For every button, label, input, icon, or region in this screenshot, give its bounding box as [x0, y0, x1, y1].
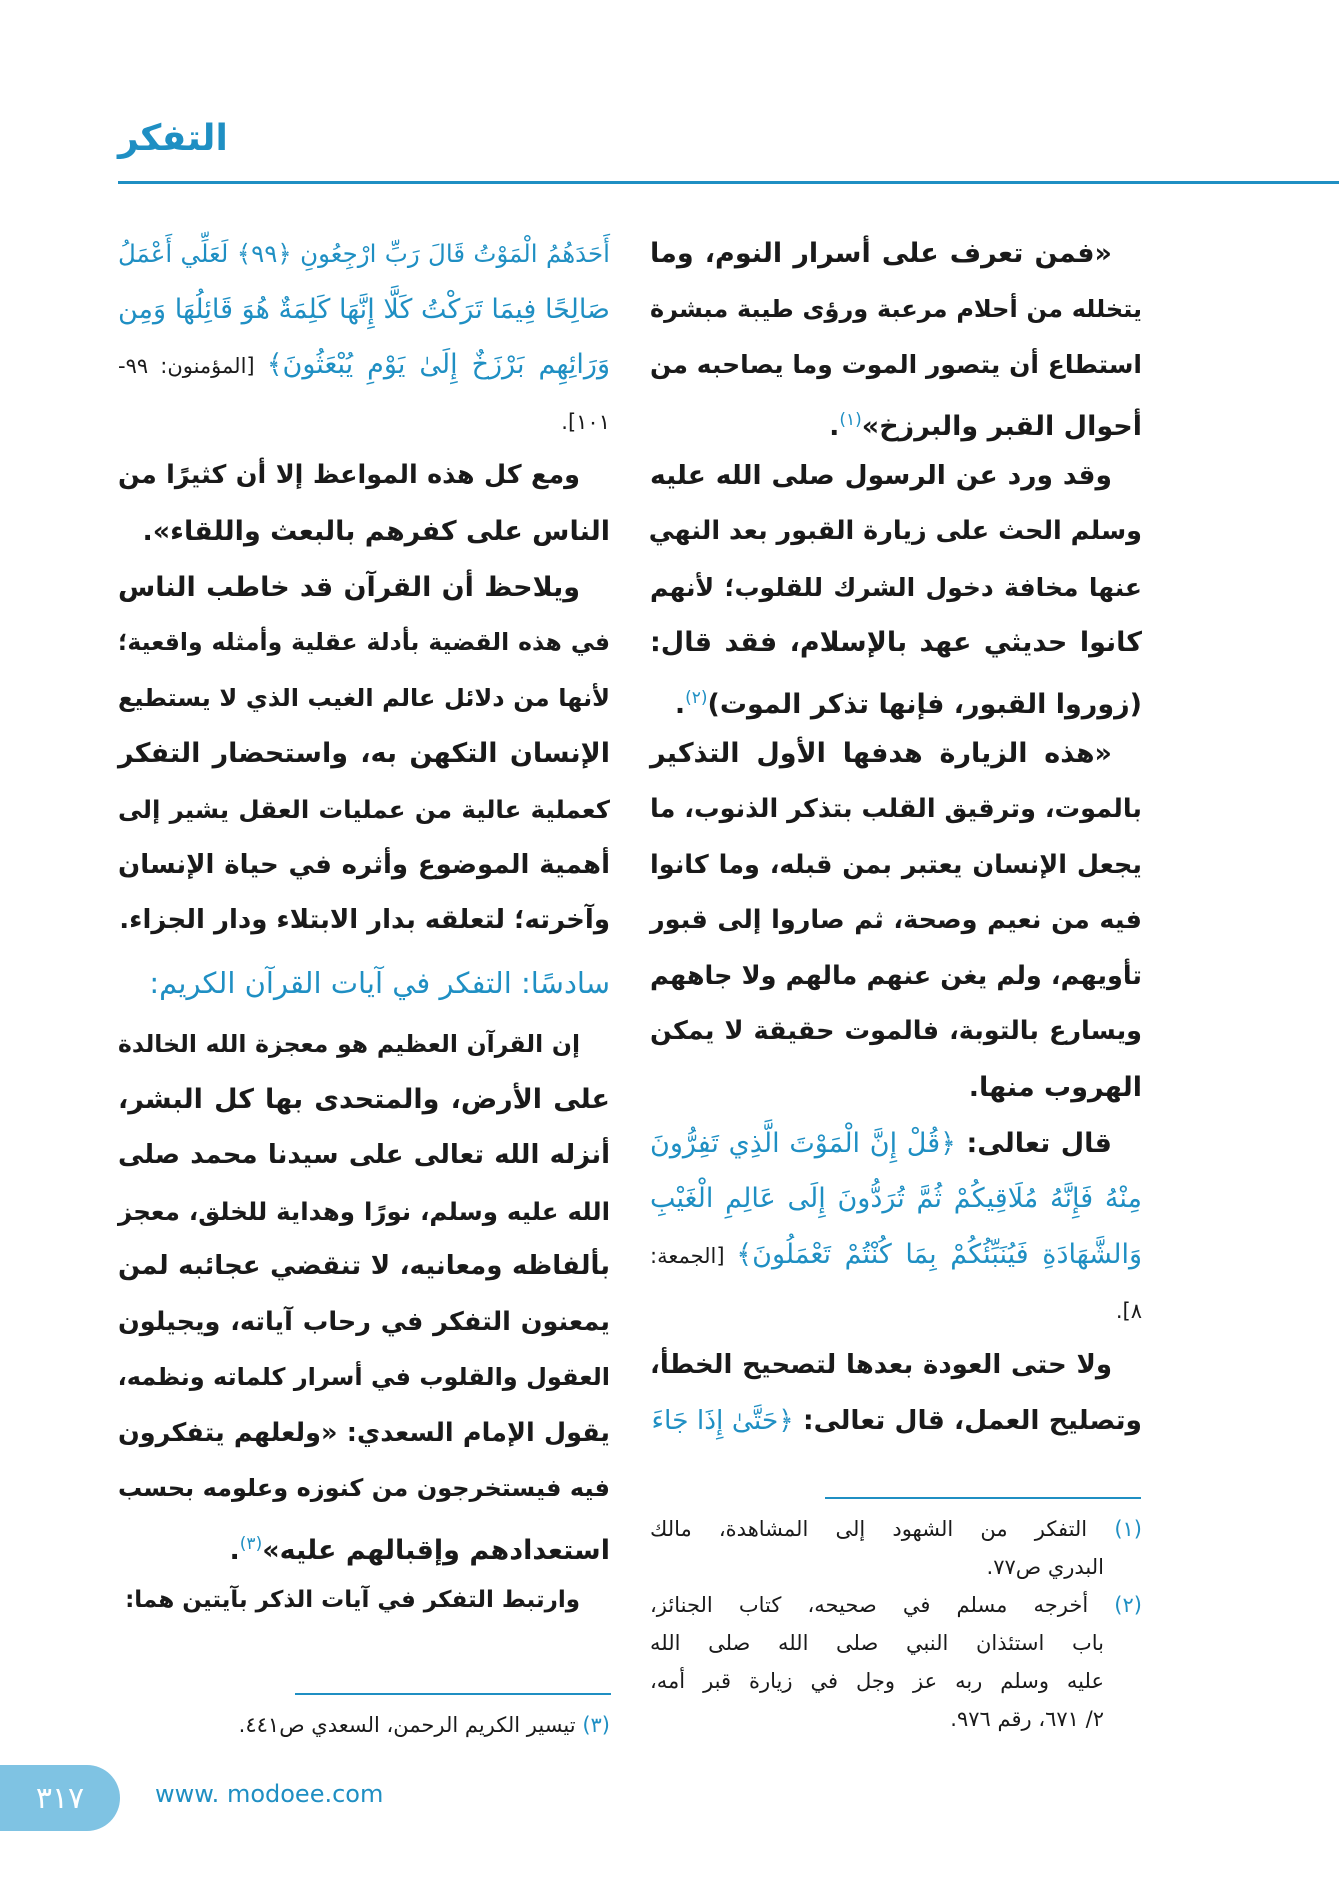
text-line — [650, 226, 1142, 282]
text-segment: وتصليح العمل، قال تعالى: — [793, 1405, 1142, 1437]
text-line — [118, 615, 610, 671]
text-segment: لأنها من دلائل عالم الغيب الذي لا يستطيع — [118, 683, 610, 712]
footnote-number: (١) — [1114, 1517, 1142, 1541]
text-line — [650, 893, 1142, 949]
text-segment: الإنسان التكهن به، واستحضار التفكر — [118, 738, 610, 770]
text-segment: الهروب منها. — [968, 1071, 1142, 1103]
text-segment: ويلاحظ أن القرآن قد خاطب الناس — [118, 571, 580, 603]
footnote-text: تيسير الكريم الرحمن، السعدي ص٤٤١. — [238, 1713, 576, 1737]
text-line — [118, 1573, 610, 1629]
text-segment: وارتبط التفكر في آيات الذكر بآيتين هما: — [125, 1586, 580, 1613]
chapter-title: التفكر — [118, 118, 228, 159]
quran-text: وَالشَّهَادَةِ فَيُنَبِّئُكُمْ بِمَا كُنْتُمْ تَعْمَلُونَ﴾ — [736, 1238, 1142, 1270]
section-heading — [118, 949, 610, 1017]
footnote-ref[interactable]: (١) — [839, 409, 862, 430]
footnote-number: (٢) — [1114, 1593, 1142, 1617]
text-line — [118, 782, 610, 838]
punctuation: . — [229, 1535, 240, 1567]
left-column — [118, 226, 610, 1628]
text-line — [650, 615, 1142, 671]
text-line — [118, 1017, 610, 1073]
footnote-line — [650, 1624, 1142, 1662]
text-segment: فيه فيستخرجون من كنوزه وعلومه بحسب — [118, 1474, 610, 1503]
text-segment: «هذه الزيارة هدفها الأول التذكير — [650, 738, 1112, 770]
footnotes-left — [118, 1706, 610, 1744]
text-line — [650, 337, 1142, 393]
right-column — [650, 226, 1142, 1449]
text-line — [650, 448, 1142, 504]
quran-verse-line — [650, 1227, 1142, 1283]
text-segment: وسلم الحث على زيارة القبور بعد النهي — [648, 515, 1142, 546]
quran-verse-line — [118, 226, 610, 282]
footnote-number: (٣) — [582, 1713, 610, 1737]
text-segment: على الأرض، والمتحدى بها كل البشر، — [118, 1084, 610, 1116]
footnote-text: ٢/ ٦٧١، رقم ٩٧٦. — [950, 1707, 1104, 1731]
footnote-line — [650, 1700, 1142, 1738]
text-line — [650, 838, 1142, 894]
quran-text: ﴿قُلْ إِنَّ الْمَوْتَ الَّذِي تَفِرُّونَ — [650, 1127, 956, 1159]
footnote-divider-left — [295, 1693, 611, 1695]
verse-reference: [المؤمنون: ٩٩- — [118, 354, 267, 379]
text-line — [118, 1128, 610, 1184]
text-line — [650, 504, 1142, 560]
text-segment: بالموت، وترقيق القلب بتذكر الذنوب، ما — [650, 793, 1142, 824]
footnote-divider-right — [825, 1497, 1141, 1499]
quran-text: ﴿حَتَّىٰ إِذَا جَاءَ — [651, 1405, 794, 1437]
footnote-line — [650, 1586, 1142, 1624]
text-segment: (زوروا القبور، فإنها تذكر الموت) — [707, 688, 1142, 720]
text-line — [650, 671, 1142, 727]
text-segment: ومع كل هذه المواعظ إلا أن كثيرًا من — [118, 460, 580, 491]
text-line — [650, 1338, 1142, 1394]
text-line — [118, 838, 610, 894]
text-line — [118, 393, 610, 449]
text-line — [650, 782, 1142, 838]
text-segment: إن القرآن العظيم هو معجزة الله الخالدة — [118, 1029, 580, 1058]
footnote-text: أخرجه مسلم في صحيحه، كتاب الجنائز، — [650, 1593, 1089, 1617]
text-segment: العقول والقلوب في أسرار كلماته ونظمه، — [117, 1363, 610, 1392]
verse-reference: [الجمعة: — [650, 1243, 737, 1268]
text-segment: ويسارع بالتوبة، فالموت حقيقة لا يمكن — [650, 1016, 1142, 1047]
footnote-line — [118, 1706, 610, 1744]
text-line — [118, 1072, 610, 1128]
text-segment: يجعل الإنسان يعتبر بمن قبله، وما كانوا — [650, 849, 1142, 880]
page-number: ٣١٧ — [35, 1780, 85, 1816]
quran-verse-line — [118, 282, 610, 338]
text-line — [650, 1004, 1142, 1060]
footnotes-right — [650, 1510, 1142, 1738]
text-line — [118, 1461, 610, 1517]
text-segment: وقد ورد عن الرسول صلى الله عليه — [650, 460, 1112, 492]
text-segment: أحوال القبر والبرزخ» — [861, 410, 1142, 442]
text-segment: يمعنون التفكر في رحاب آياته، ويجيلون — [118, 1306, 610, 1337]
text-segment: فيه من نعيم وصحة، ثم صاروا إلى قبور — [650, 905, 1142, 936]
text-segment: استطاع أن يتصور الموت وما يصاحبه من — [650, 350, 1142, 380]
quran-text: صَالِحًا فِيمَا تَرَكْتُ كَلَّا إِنَّهَا كَلِمَةٌ هُوَ قَائِلُهَا وَمِن — [118, 293, 610, 325]
text-segment: استعدادهم وإقبالهم عليه» — [262, 1535, 610, 1567]
text-line — [650, 1393, 1142, 1449]
text-line — [118, 1350, 610, 1406]
text-segment: أهمية الموضوع وأثره في حياة الإنسان — [118, 849, 610, 880]
text-line — [118, 671, 610, 727]
website-link[interactable]: www. modoee.com — [155, 1780, 384, 1808]
text-segment: يتخلله من أحلام مرعبة ورؤى طيبة مبشرة — [650, 294, 1142, 323]
footnote-line — [650, 1548, 1142, 1586]
text-line — [650, 393, 1142, 449]
text-line — [118, 504, 610, 560]
quran-verse-line — [118, 337, 610, 393]
page-number-badge — [0, 1765, 120, 1831]
text-segment: «فمن تعرف على أسرار النوم، وما — [650, 238, 1112, 269]
text-line — [118, 560, 610, 616]
text-line — [650, 1116, 1142, 1172]
text-line — [118, 1517, 610, 1573]
footnote-ref[interactable]: (٢) — [685, 687, 708, 708]
verse-reference: ٨]. — [1115, 1299, 1142, 1324]
text-line — [118, 726, 610, 782]
text-segment: يقول الإمام السعدي: «ولعلهم يتفكرون — [118, 1417, 610, 1448]
text-line — [650, 949, 1142, 1005]
footnote-line — [650, 1510, 1142, 1548]
text-segment: كعملية عالية من عمليات العقل يشير إلى — [118, 794, 610, 824]
quran-text: أَحَدَهُمُ الْمَوْتُ قَالَ رَبِّ ارْجِعُونِ ﴿٩٩﴾ لَعَلِّي أَعْمَلُ — [118, 239, 610, 268]
text-segment: بألفاظه ومعانيه، لا تنقضي عجائبه لمن — [118, 1251, 610, 1282]
text-line — [118, 893, 610, 949]
header-rule — [118, 181, 1339, 184]
verse-reference: ١٠١]. — [561, 409, 610, 434]
text-segment: في هذه القضية بأدلة عقلية وأمثله واقعية؛ — [118, 628, 610, 657]
footnote-text: البدري ص٧٧. — [986, 1555, 1104, 1579]
footnote-line — [650, 1662, 1142, 1700]
quran-verse-line — [650, 1171, 1142, 1227]
text-line — [650, 726, 1142, 782]
text-line — [118, 1406, 610, 1462]
heading-text: سادسًا: التفكر في آيات القرآن الكريم: — [149, 965, 610, 1000]
punctuation: . — [674, 688, 686, 720]
punctuation: . — [829, 410, 840, 442]
text-line — [118, 448, 610, 504]
quran-text: وَرَائِهِم بَرْزَخٌ إِلَىٰ يَوْمِ يُبْعَثُونَ﴾ — [266, 349, 610, 381]
text-segment: أنزله الله تعالى على سيدنا محمد صلى — [118, 1139, 610, 1170]
footnote-text: التفكر من الشهود إلى المشاهدة، مالك — [650, 1517, 1088, 1541]
text-segment: كانوا حديثي عهد بالإسلام، فقد قال: — [650, 627, 1142, 659]
text-line — [118, 1239, 610, 1295]
text-segment: وآخرته؛ لتعلقه بدار الابتلاء ودار الجزاء. — [119, 905, 610, 936]
quran-text: مِنْهُ فَإِنَّهُ مُلَاقِيكُمْ ثُمَّ تُرَدُّونَ إِلَى عَالِمِ الْغَيْبِ — [650, 1183, 1142, 1215]
text-segment: الله عليه وسلم، نورًا وهداية للخلق، معجز — [118, 1196, 610, 1226]
text-line — [118, 1184, 610, 1240]
text-line — [650, 1282, 1142, 1338]
footnote-text: باب استئذان النبي صلى الله صلى الله — [650, 1631, 1104, 1655]
text-segment: تأويهم، ولم يغن عنهم مالهم ولا جاههم — [650, 960, 1142, 991]
text-segment: عنها مخافة دخول الشرك للقلوب؛ لأنهم — [650, 572, 1142, 602]
text-segment: الناس على كفرهم بالبعث واللقاء». — [142, 515, 610, 547]
text-segment: ولا حتى العودة بعدها لتصحيح الخطأ، — [650, 1349, 1112, 1380]
text-line — [650, 1060, 1142, 1116]
text-line — [650, 282, 1142, 338]
text-segment: قال تعالى: — [955, 1127, 1112, 1159]
text-line — [118, 1295, 610, 1351]
text-line — [650, 560, 1142, 616]
footnote-text: عليه وسلم ربه عز وجل في زيارة قبر أمه، — [650, 1669, 1104, 1693]
footnote-ref[interactable]: (٣) — [239, 1534, 263, 1555]
